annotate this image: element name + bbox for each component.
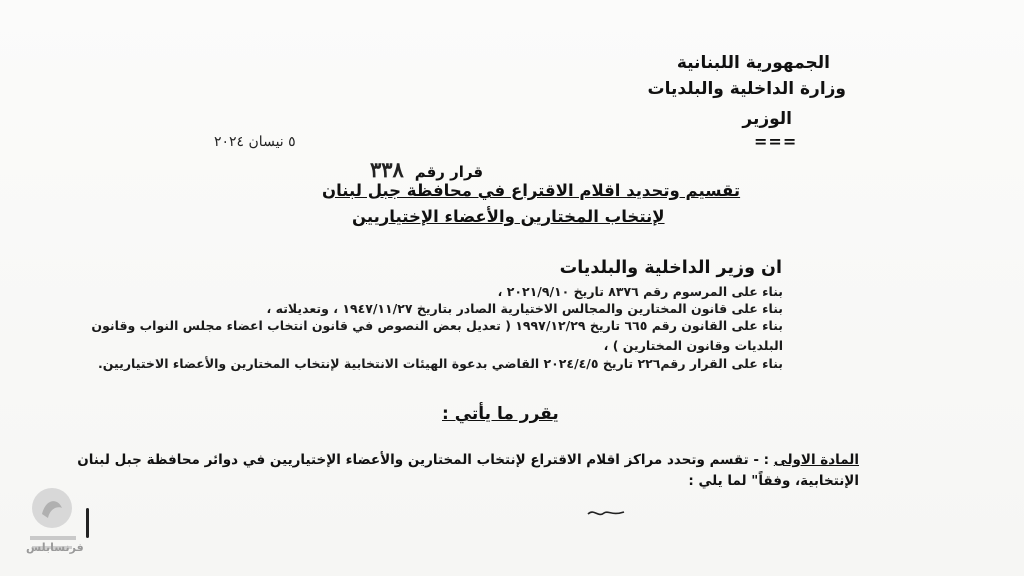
decision-date: ٥ نيسان ٢٠٢٤ bbox=[214, 134, 296, 150]
resolves-heading: يقرر ما يأتي : bbox=[442, 404, 559, 424]
article-1-label: المادة الاولى bbox=[773, 452, 859, 468]
recital-4: البلديات وقانون المختارين ) ، bbox=[603, 338, 783, 353]
recital-5: بناء على القرار رقم٢٢٦ تاريخ ٢٠٢٤/٤/٥ القاضي بدعوة الهيئات الانتخابية لإنتخاب المختارين والأعضاء الاختياريين. bbox=[98, 356, 783, 371]
recital-1: بناء على المرسوم رقم ٨٣٧٦ تاريخ ٢٠٢١/٩/١٠ ، bbox=[497, 284, 783, 299]
article-1-line-2: الإنتخابية، وفقاً" لما يلي : bbox=[688, 473, 859, 489]
article-1-text-1: : - تقسم وتحدد مراكز اقلام الاقتراع لإنتخاب المختارين والأعضاء الإختياريين في دوائر محافظة جبل لبنان bbox=[77, 452, 770, 468]
decision-number: ٣٣٨ bbox=[370, 157, 404, 182]
recital-3: بناء على القانون رقم ٦٦٥ تاريخ ١٩٩٧/١٢/٢٩ ( تعديل بعض النصوص في قانون انتخاب اعضاء مجلس النواب وقانون bbox=[91, 318, 783, 333]
decision-title-line-1: تقسيم وتحديد اقلام الاقتراع في محافظة جبل لبنان bbox=[322, 181, 741, 200]
article-1-line-1 bbox=[77, 452, 859, 468]
watermark-logo bbox=[22, 478, 84, 568]
left-margin-stroke bbox=[86, 508, 89, 538]
decision-number-line bbox=[370, 157, 483, 182]
letterhead-country: الجمهورية اللبنانية bbox=[676, 53, 830, 73]
letterhead-separator: === bbox=[754, 132, 798, 151]
watermark-text: فرنسابلس bbox=[26, 541, 84, 554]
recital-2: بناء على قانون المختارين والمجالس الاختيارية الصادر بتاريخ ١٩٤٧/١١/٢٧ ، وتعديلاته ، bbox=[266, 301, 783, 316]
letterhead-minister: الوزير bbox=[742, 109, 792, 129]
handwritten-mark bbox=[586, 506, 626, 520]
letterhead-ministry: وزارة الداخلية والبلديات bbox=[647, 79, 846, 99]
decision-title-line-2: لإنتخاب المختارين والأعضاء الإختياريين bbox=[352, 207, 665, 226]
decision-label: قرار رقم bbox=[414, 163, 484, 181]
body-opening: ان وزير الداخلية والبلديات bbox=[559, 258, 782, 278]
